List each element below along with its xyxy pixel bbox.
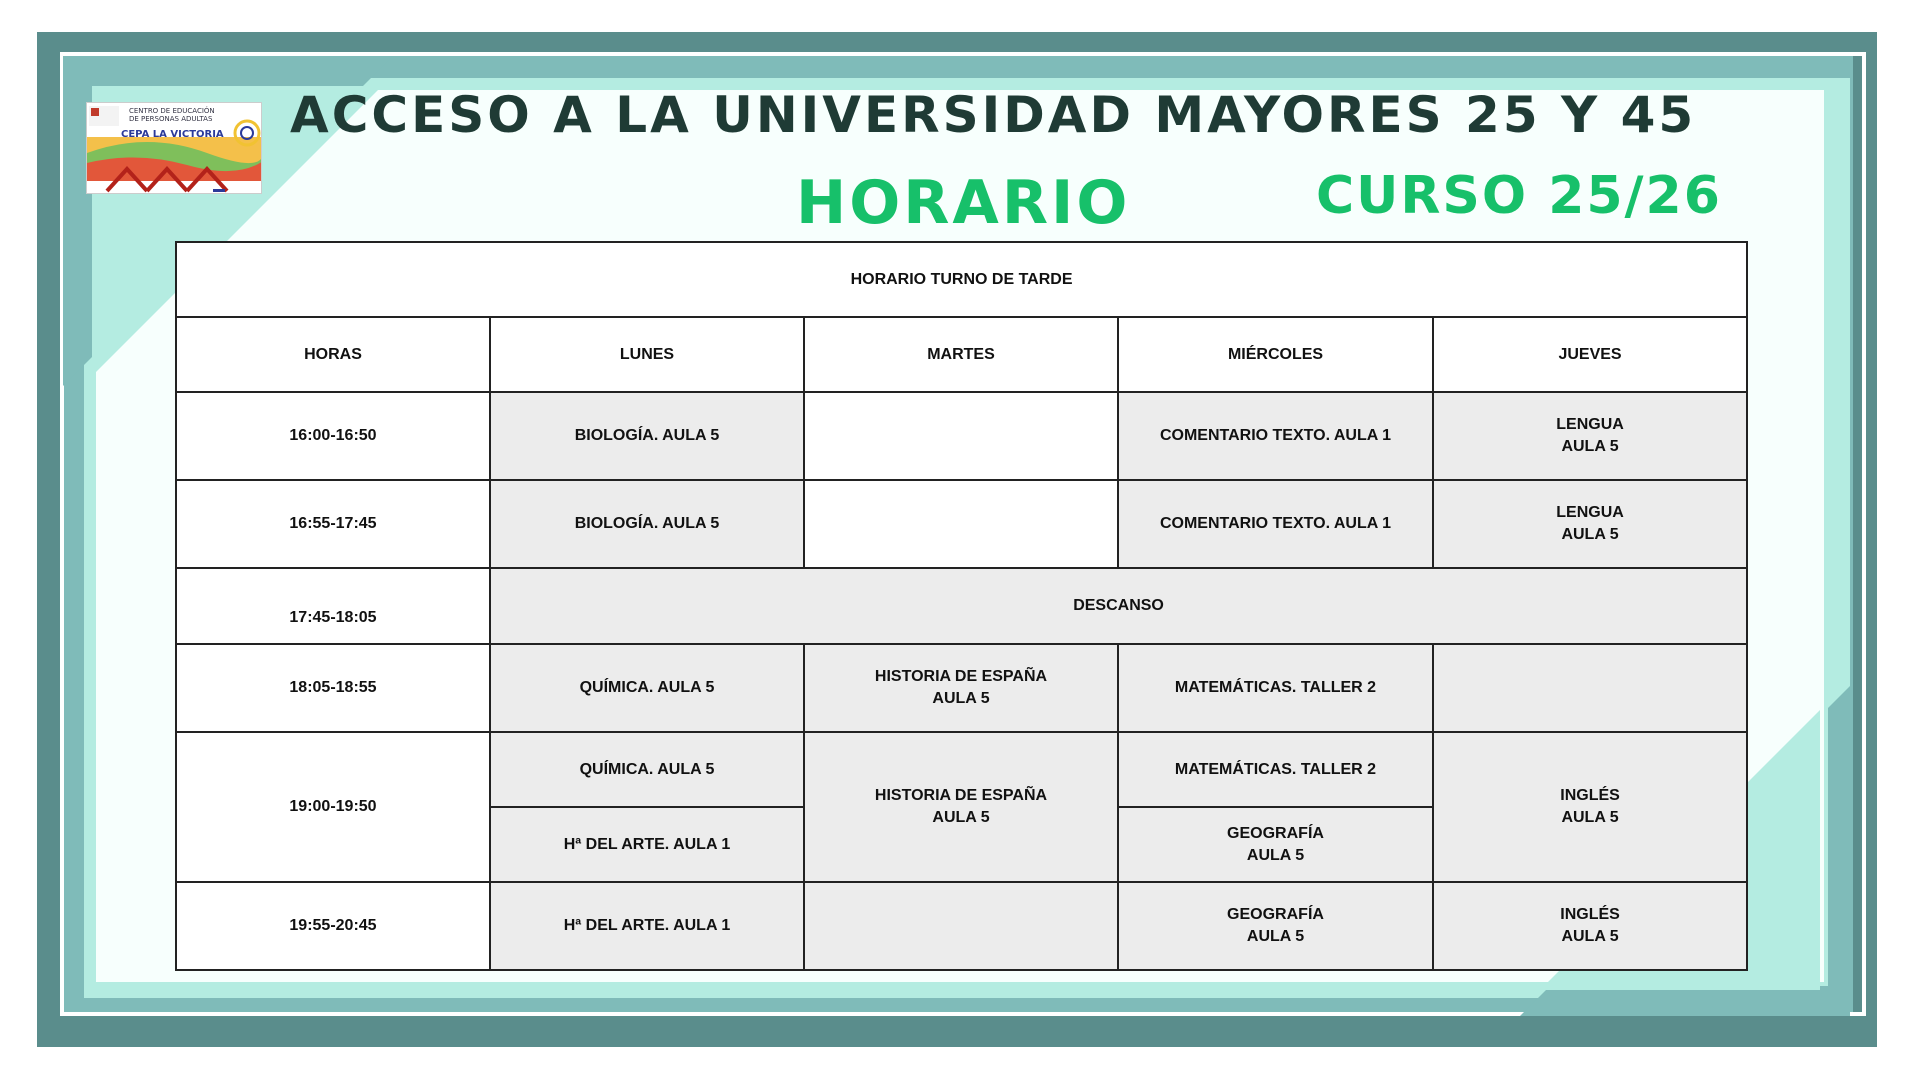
header-martes: MARTES (804, 317, 1118, 392)
class-room: AULA 5 (932, 690, 990, 707)
header-lunes: LUNES (490, 317, 804, 392)
class-cell (1433, 480, 1747, 568)
header-horas: HORAS (176, 317, 490, 392)
logo-brand: CEPA LA VICTORIA (121, 129, 224, 140)
class-cell (1433, 732, 1747, 882)
class-cell: BIOLOGÍA. AULA 5 (490, 392, 804, 480)
class-cell (1433, 882, 1747, 970)
empty-cell (804, 882, 1118, 970)
break-cell: DESCANSO (490, 568, 1747, 644)
class-room: AULA 5 (1246, 928, 1305, 945)
class-room: AULA 5 (1561, 526, 1619, 543)
class-cell: QUÍMICA. AULA 5 (490, 732, 804, 807)
class-cell: COMENTARIO TEXTO. AULA 1 (1118, 392, 1433, 480)
class-room: AULA 5 (1561, 928, 1619, 945)
header-jueves: JUEVES (1433, 317, 1747, 392)
table-row (176, 644, 1747, 732)
table-row (176, 882, 1747, 970)
class-subject: HISTORIA DE ESPAÑA (874, 787, 1048, 804)
time-cell: 18:05-18:55 (176, 644, 490, 732)
table-row (176, 480, 1747, 568)
class-room: AULA 5 (1246, 846, 1305, 864)
class-cell (804, 732, 1118, 882)
empty-cell (804, 480, 1118, 568)
class-room: AULA 5 (932, 809, 990, 826)
class-cell: COMENTARIO TEXTO. AULA 1 (1118, 480, 1433, 568)
time-cell: 17:45-18:05 (176, 568, 490, 644)
table-row (176, 392, 1747, 480)
class-cell (804, 644, 1118, 732)
empty-cell (1433, 644, 1747, 732)
table-row-break (176, 568, 1747, 644)
class-subject: GEOGRAFÍA (1227, 824, 1324, 842)
class-subject: GEOGRAFÍA (1227, 906, 1324, 923)
class-room: AULA 5 (1561, 438, 1619, 455)
class-cell: QUÍMICA. AULA 5 (490, 644, 804, 732)
header-miercoles: MIÉRCOLES (1118, 317, 1433, 392)
table-header-row (176, 317, 1747, 392)
class-cell: MATEMÁTICAS. TALLER 2 (1118, 644, 1433, 732)
class-cell: BIOLOGÍA. AULA 5 (490, 480, 804, 568)
class-subject: HISTORIA DE ESPAÑA (874, 668, 1048, 685)
page-subtitle: HORARIO (796, 168, 1131, 238)
page-title: ACCESO A LA UNIVERSIDAD MAYORES 25 Y 45 (290, 86, 1697, 144)
time-cell: 19:55-20:45 (176, 882, 490, 970)
table-caption: HORARIO TURNO DE TARDE (176, 242, 1747, 317)
class-cell: Hª DEL ARTE. AULA 1 (490, 807, 804, 882)
schedule-table (175, 241, 1748, 971)
class-cell (1433, 392, 1747, 480)
class-cell: Hª DEL ARTE. AULA 1 (490, 882, 804, 970)
empty-cell (804, 392, 1118, 480)
class-subject: LENGUA (1556, 504, 1624, 521)
table-caption-row (176, 242, 1747, 317)
table-row (176, 732, 1747, 807)
class-cell: MATEMÁTICAS. TALLER 2 (1118, 732, 1433, 807)
time-cell: 19:00-19:50 (176, 732, 490, 882)
class-room: AULA 5 (1561, 809, 1619, 826)
class-cell (1118, 882, 1433, 970)
class-subject: LENGUA (1556, 416, 1624, 433)
school-logo (86, 102, 262, 194)
class-subject: INGLÉS (1560, 787, 1620, 804)
class-subject: INGLÉS (1560, 906, 1620, 923)
logo-text: CENTRO DE EDUCACIÓN DE PERSONAS ADULTAS (129, 107, 215, 123)
class-cell (1118, 807, 1433, 882)
course-label: CURSO 25/26 (1316, 166, 1722, 226)
time-cell: 16:00-16:50 (176, 392, 490, 480)
time-cell: 16:55-17:45 (176, 480, 490, 568)
